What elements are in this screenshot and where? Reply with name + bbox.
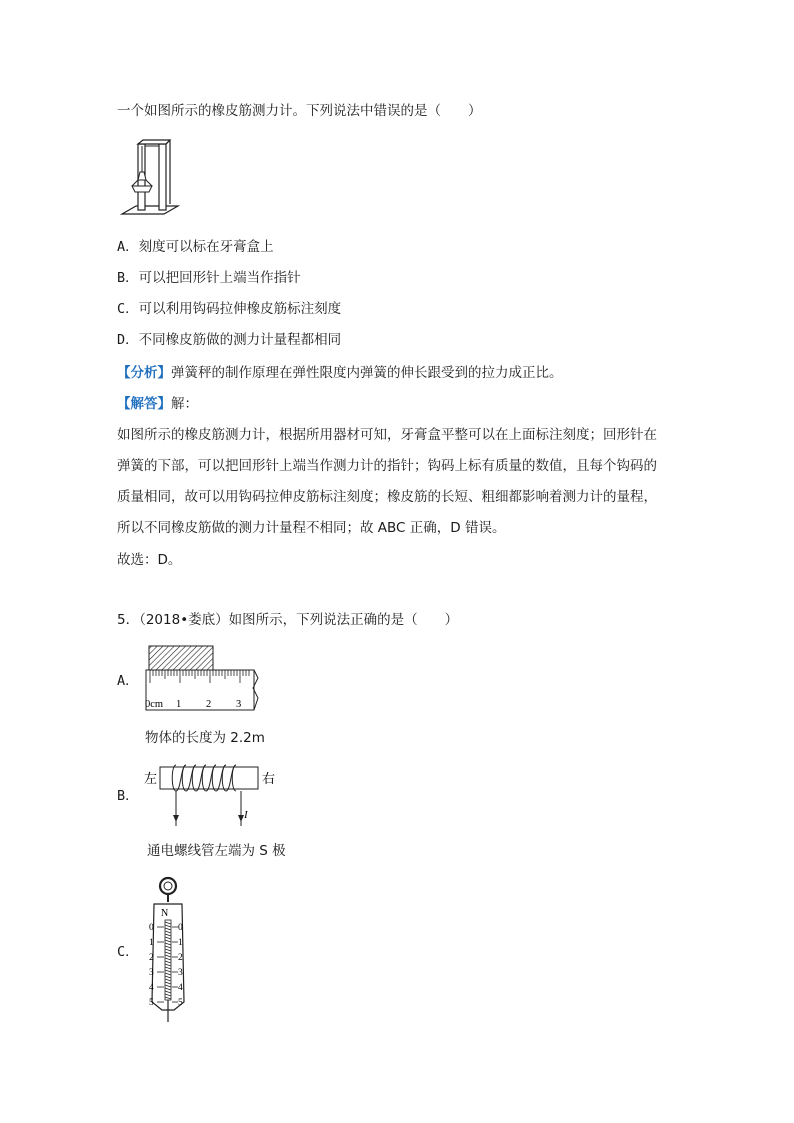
- solenoid-left-label: 左: [144, 772, 158, 787]
- scale-right-label-4: 4: [178, 983, 183, 993]
- q5-option-b-letter: B．: [117, 788, 139, 804]
- scale-left-label-3: 3: [149, 968, 154, 978]
- ruler-label-2: 2: [206, 699, 212, 710]
- current-label: I: [244, 809, 248, 821]
- final-choice: 故选：D。: [117, 552, 182, 568]
- answer-line: 如图所示的橡皮筋测力计，根据所用器材可知，牙膏盒平整可以在上面标注刻度；回形针在: [117, 427, 657, 443]
- scale-left-label-4: 4: [149, 983, 154, 993]
- option-a: A．刻度可以标在牙膏盒上: [117, 239, 274, 255]
- scale-right-label-5: 5: [178, 998, 183, 1008]
- answer-line: 质量相同，故可以用钩码拉伸皮筋标注刻度；橡皮筋的长短、粗细都影响着测力计的量程，: [117, 489, 657, 505]
- question-5-stem: 5．（2018•娄底）如图所示，下列说法正确的是（ ）: [117, 612, 459, 628]
- q5-option-a-caption: 物体的长度为 2.2m: [145, 730, 265, 746]
- answer-tag: 【解答】: [117, 396, 171, 412]
- q5-option-c-letter: C．: [117, 944, 139, 960]
- rubber-band-dynamometer-figure: [118, 138, 182, 222]
- scale-top-label: N: [161, 908, 169, 919]
- q5-option-a-letter: A．: [117, 673, 139, 689]
- scale-left-label-5: 5: [149, 998, 154, 1008]
- scale-left-label-1: 1: [149, 938, 154, 948]
- scale-right-label-0: 0: [178, 923, 183, 933]
- q5-option-b-caption: 通电螺线管左端为 S 极: [147, 843, 286, 859]
- scale-right-label-3: 3: [178, 968, 183, 978]
- option-d: D．不同橡皮筋做的测力计量程都相同: [117, 332, 342, 348]
- ruler-figure: [142, 644, 262, 712]
- spring-scale-figure: [144, 876, 194, 1024]
- ruler-label-3: 3: [236, 699, 242, 710]
- analysis: 【分析】弹簧秤的制作原理在弹性限度内弹簧的伸长跟受到的拉力成正比。: [117, 365, 563, 381]
- option-c: C．可以利用钩码拉伸橡皮筋标注刻度: [117, 301, 342, 317]
- scale-left-label-0: 0: [149, 923, 154, 933]
- answer-header: 【解答】解：: [117, 396, 198, 412]
- question-4-stem: 一个如图所示的橡皮筋测力计。下列说法中错误的是（ ）: [117, 103, 482, 119]
- solenoid-figure: [140, 760, 280, 830]
- solenoid-right-label: 右: [262, 772, 276, 787]
- analysis-tag: 【分析】: [117, 365, 171, 381]
- scale-right-label-1: 1: [178, 938, 183, 948]
- scale-right-label-2: 2: [178, 953, 183, 963]
- ruler-label-0: 0cm: [145, 699, 164, 710]
- option-b: B．可以把回形针上端当作指针: [117, 270, 301, 286]
- scale-left-label-2: 2: [149, 953, 154, 963]
- answer-line: 所以不同橡皮筋做的测力计量程不相同；故 ABC 正确，D 错误。: [117, 520, 506, 536]
- ruler-label-1: 1: [176, 699, 182, 710]
- answer-line: 弹簧的下部，可以把回形针上端当作测力计的指针；钩码上标有质量的数值，且每个钩码的: [117, 458, 657, 474]
